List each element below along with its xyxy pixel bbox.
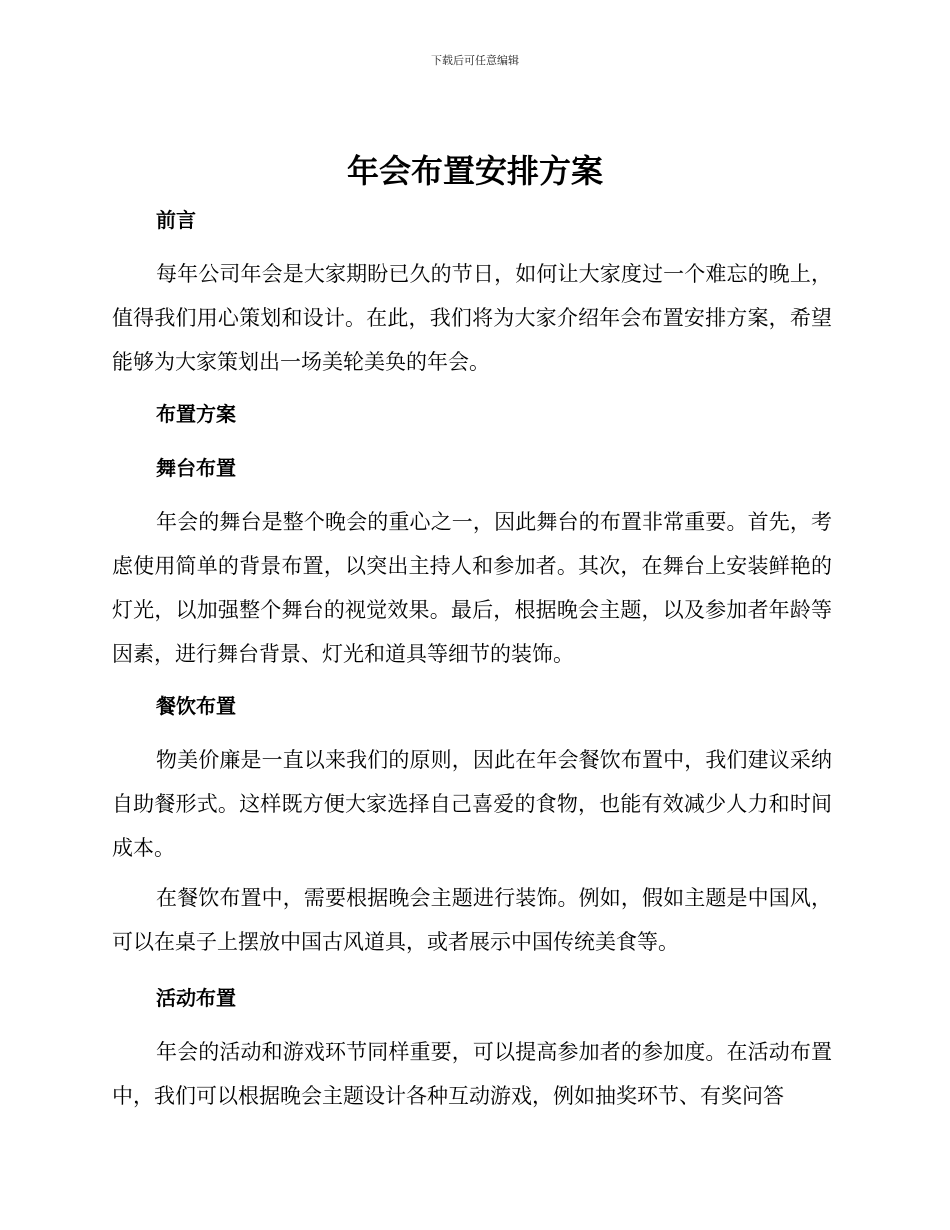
header-note: 下载后可任意编辑 [431,54,519,67]
heading-catering-layout: 餐饮布置 [156,694,236,718]
heading-preface: 前言 [156,208,196,232]
heading-layout-plan: 布置方案 [156,402,236,426]
heading-activity-layout: 活动布置 [156,986,236,1010]
paragraph-catering-layout-2: 在餐饮布置中，需要根据晚会主题进行装饰。例如，假如主题是中国风，可以在桌子上摆放中国古风道具，或者展示中国传统美食等。 [112,886,832,954]
paragraph-catering-layout-1: 物美价廉是一直以来我们的原则，因此在年会餐饮布置中，我们建议采纳自助餐形式。这样既方便大家选择自己喜爱的食物，也能有效减少人力和时间成本。 [112,748,832,860]
document-title: 年会布置安排方案 [346,152,603,190]
paragraph-preface: 每年公司年会是大家期盼已久的节日，如何让大家度过一个难忘的晚上，值得我们用心策划和设计。在此，我们将为大家介绍年会布置安排方案，希望能够为大家策划出一场美轮美奂的年会。 [112,262,832,374]
heading-stage-layout: 舞台布置 [156,456,236,480]
paragraph-stage-layout: 年会的舞台是整个晚会的重心之一，因此舞台的布置非常重要。首先，考虑使用简单的背景布置，以突出主持人和参加者。其次，在舞台上安装鲜艳的灯光，以加强整个舞台的视觉效果。最后，根据晚会主题，以及参加者年龄等因素，进行舞台背景、灯光和道具等细节的装饰。 [112,510,832,666]
paragraph-activity-layout: 年会的活动和游戏环节同样重要，可以提高参加者的参加度。在活动布置中，我们可以根据晚会主题设计各种互动游戏，例如抽奖环节、有奖问答 [112,1040,832,1108]
